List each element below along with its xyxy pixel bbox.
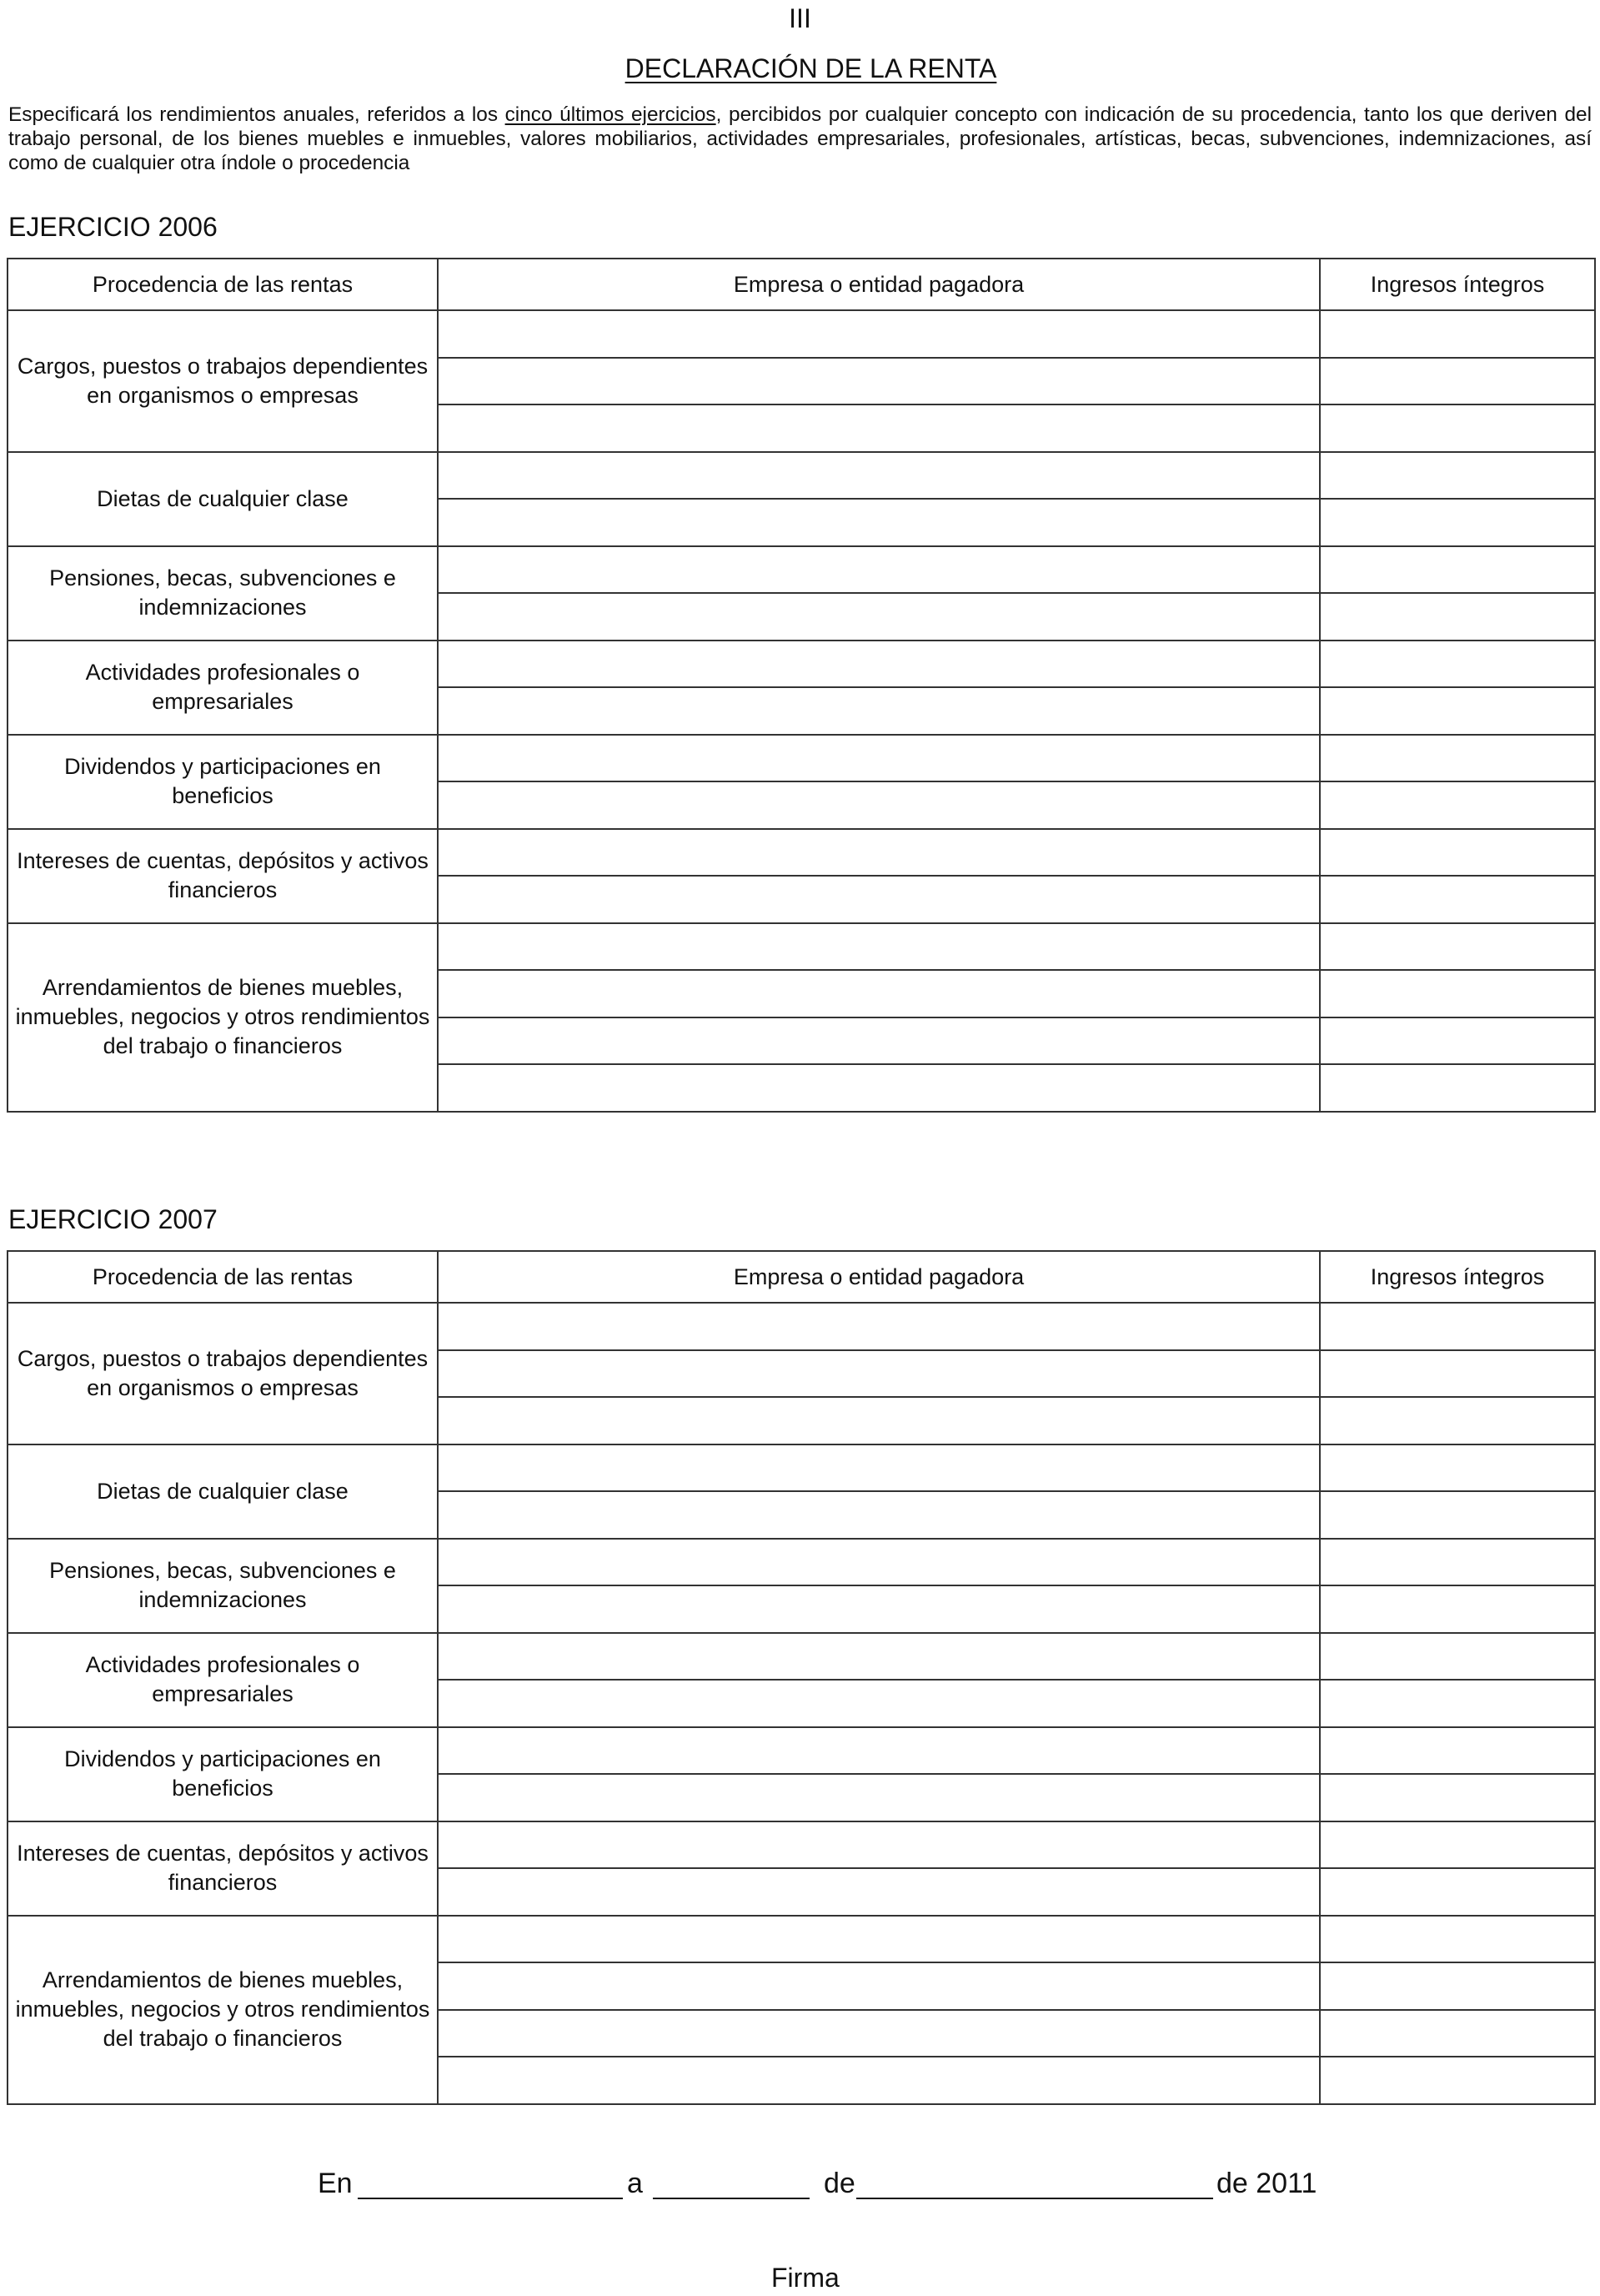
gross-income-cell[interactable] [1320,1868,1595,1916]
gross-income-cell[interactable] [1320,499,1595,546]
payer-entity-cell[interactable] [438,1727,1320,1775]
gross-income-cell[interactable] [1320,641,1595,688]
table-row [8,452,1595,500]
gross-income-cell[interactable] [1320,310,1595,358]
payer-entity-cell[interactable] [438,593,1320,641]
payer-entity-cell[interactable] [438,1539,1320,1586]
payer-entity-cell[interactable] [438,1868,1320,1916]
income-source-label: Dividendos y participaciones en beneficios [8,1727,438,1821]
income-source-label: Intereses de cuentas, depósitos y activos financieros [8,829,438,923]
income-source-label: Actividades profesionales o empresariales [8,1633,438,1727]
payer-entity-cell[interactable] [438,1303,1320,1350]
payer-entity-cell[interactable] [438,829,1320,877]
payer-entity-cell[interactable] [438,735,1320,782]
gross-income-cell[interactable] [1320,1916,1595,1963]
day-blank-line[interactable] [653,2198,810,2199]
payer-entity-cell[interactable] [438,1821,1320,1869]
day-prefix: a [627,2168,643,2199]
table-header-row [8,259,1595,310]
header-ingresos: Ingresos íntegros [1320,1251,1595,1303]
page-number: III [789,3,811,33]
income-table-2007 [7,1250,1596,2105]
gross-income-cell[interactable] [1320,2010,1595,2057]
year-text: de 2011 [1216,2168,1317,2199]
table-row [8,1303,1595,1350]
table-row [8,829,1595,877]
table-header-row [8,1251,1595,1303]
income-source-label: Cargos, puestos o trabajos dependientes en organismos o empresas [8,310,438,452]
income-source-label: Pensiones, becas, subvenciones e indemnizaciones [8,1539,438,1633]
payer-entity-cell[interactable] [438,358,1320,405]
payer-entity-cell[interactable] [438,546,1320,594]
gross-income-cell[interactable] [1320,1821,1595,1869]
payer-entity-cell[interactable] [438,1017,1320,1065]
income-source-label: Pensiones, becas, subvenciones e indemnizaciones [8,546,438,641]
payer-entity-cell[interactable] [438,452,1320,500]
table-row [8,310,1595,358]
gross-income-cell[interactable] [1320,1539,1595,1586]
income-source-label: Arrendamientos de bienes muebles, inmuebles, negocios y otros rendimientos del trabajo o financieros [8,923,438,1112]
table-row [8,1727,1595,1775]
intro-paragraph [8,103,1592,175]
gross-income-cell[interactable] [1320,970,1595,1017]
table-row [8,1916,1595,1963]
gross-income-cell[interactable] [1320,1680,1595,1727]
intro-text-start: Especificará los rendimientos anuales, referidos a los [8,103,505,126]
header-empresa: Empresa o entidad pagadora [438,1251,1320,1303]
gross-income-cell[interactable] [1320,1491,1595,1539]
income-source-label: Actividades profesionales o empresariales [8,641,438,735]
payer-entity-cell[interactable] [438,876,1320,923]
gross-income-cell[interactable] [1320,1727,1595,1775]
intro-underlined-text: cinco últimos ejercicios [504,103,716,126]
income-source-label: Cargos, puestos o trabajos dependientes en organismos o empresas [8,1303,438,1444]
payer-entity-cell[interactable] [438,781,1320,829]
payer-entity-cell[interactable] [438,970,1320,1017]
gross-income-cell[interactable] [1320,923,1595,971]
payer-entity-cell[interactable] [438,2010,1320,2057]
table-row [8,735,1595,782]
payer-entity-cell[interactable] [438,1916,1320,1963]
page-title: DECLARACIÓN DE LA RENTA [624,53,997,83]
payer-entity-cell[interactable] [438,1633,1320,1681]
section-title-2006: EJERCICIO 2006 [8,212,218,242]
place-prefix: En [318,2168,353,2199]
table-row [8,923,1595,971]
section-title-2007: EJERCICIO 2007 [8,1204,218,1234]
gross-income-cell[interactable] [1320,2057,1595,2104]
header-procedencia: Procedencia de las rentas [8,1251,438,1303]
table-row [8,1539,1595,1586]
place-blank-line[interactable] [358,2198,623,2199]
payer-entity-cell[interactable] [438,1585,1320,1633]
payer-entity-cell[interactable] [438,1350,1320,1398]
income-source-label: Intereses de cuentas, depósitos y activos financieros [8,1821,438,1916]
gross-income-cell[interactable] [1320,1633,1595,1681]
table-row [8,546,1595,594]
gross-income-cell[interactable] [1320,593,1595,641]
table-row [8,1444,1595,1492]
payer-entity-cell[interactable] [438,923,1320,971]
payer-entity-cell[interactable] [438,1444,1320,1492]
payer-entity-cell[interactable] [438,1774,1320,1821]
header-empresa: Empresa o entidad pagadora [438,259,1320,310]
gross-income-cell[interactable] [1320,1064,1595,1112]
header-ingresos: Ingresos íntegros [1320,259,1595,310]
payer-entity-cell[interactable] [438,641,1320,688]
payer-entity-cell[interactable] [438,499,1320,546]
payer-entity-cell[interactable] [438,310,1320,358]
payer-entity-cell[interactable] [438,1397,1320,1444]
gross-income-cell[interactable] [1320,1397,1595,1444]
intro-text-end: , percibidos por cualquier concepto con indicación de su procedencia, tanto los que deriven del trabajo personal, de los bienes muebles e inmuebles, valores mobiliarios, actividades empresariales, profesionales, artísticas, becas, subvenciones, indemnizaciones, así como de cualquier otra índole o procedencia [8,103,1592,174]
income-source-label: Dietas de cualquier clase [8,1444,438,1539]
payer-entity-cell[interactable] [438,1491,1320,1539]
payer-entity-cell[interactable] [438,687,1320,735]
gross-income-cell[interactable] [1320,358,1595,405]
gross-income-cell[interactable] [1320,1962,1595,2010]
gross-income-cell[interactable] [1320,735,1595,782]
gross-income-cell[interactable] [1320,1350,1595,1398]
payer-entity-cell[interactable] [438,1962,1320,2010]
gross-income-cell[interactable] [1320,404,1595,452]
gross-income-cell[interactable] [1320,452,1595,500]
table-row [8,1821,1595,1869]
gross-income-cell[interactable] [1320,876,1595,923]
payer-entity-cell[interactable] [438,1680,1320,1727]
table-row [8,1633,1595,1681]
income-table-2006 [7,258,1596,1113]
month-blank-line[interactable] [856,2198,1213,2199]
header-procedencia: Procedencia de las rentas [8,259,438,310]
gross-income-cell[interactable] [1320,1444,1595,1492]
month-prefix: de [824,2168,855,2199]
payer-entity-cell[interactable] [438,2057,1320,2104]
gross-income-cell[interactable] [1320,1017,1595,1065]
payer-entity-cell[interactable] [438,404,1320,452]
income-source-label: Dividendos y participaciones en beneficios [8,735,438,829]
signature-label: Firma [771,2263,840,2293]
income-source-label: Dietas de cualquier clase [8,452,438,546]
table-row [8,641,1595,688]
gross-income-cell[interactable] [1320,829,1595,877]
payer-entity-cell[interactable] [438,1064,1320,1112]
gross-income-cell[interactable] [1320,687,1595,735]
gross-income-cell[interactable] [1320,781,1595,829]
gross-income-cell[interactable] [1320,1774,1595,1821]
income-source-label: Arrendamientos de bienes muebles, inmuebles, negocios y otros rendimientos del trabajo o financieros [8,1916,438,2104]
gross-income-cell[interactable] [1320,1585,1595,1633]
gross-income-cell[interactable] [1320,1303,1595,1350]
gross-income-cell[interactable] [1320,546,1595,594]
